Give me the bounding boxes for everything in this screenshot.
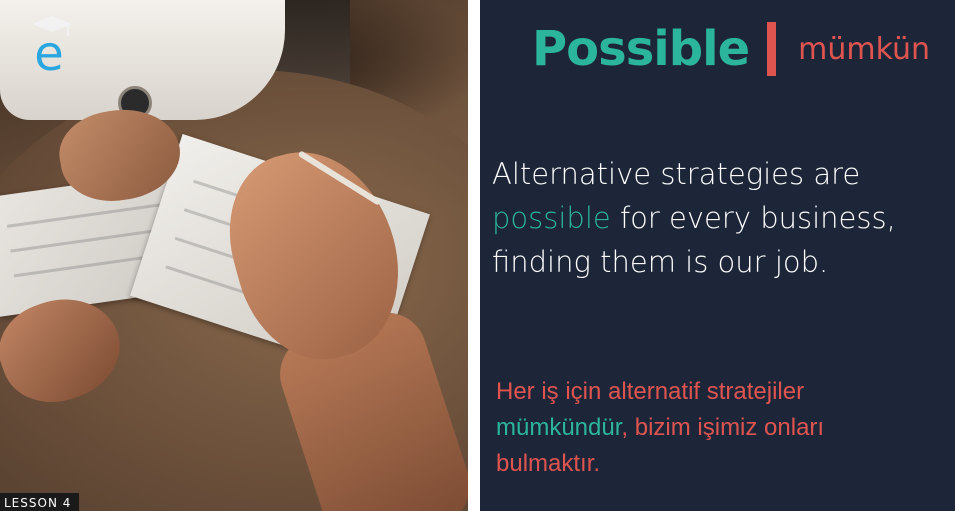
english-sentence-part2: for every business, finding them is our job. xyxy=(492,201,896,279)
brand-logo-icon xyxy=(18,14,80,76)
logo-letter: e xyxy=(34,26,64,76)
heading-separator xyxy=(767,22,776,76)
vocabulary-heading xyxy=(532,14,930,84)
vocabulary-panel xyxy=(480,0,955,511)
turkish-sentence-part1: Her iş için alternatif stratejiler xyxy=(496,378,805,405)
business-meeting-photo xyxy=(0,0,468,511)
turkish-sentence-part2: , bizim işimiz onları bulmaktır. xyxy=(496,414,825,477)
lesson-label: LESSON 4 xyxy=(0,493,79,511)
english-sentence-part1: Alternative strategies are xyxy=(492,157,861,191)
vocabulary-translation: mümkün xyxy=(798,31,931,67)
vocabulary-word: Possible xyxy=(532,21,750,77)
english-sentence-highlight: possible xyxy=(492,201,611,235)
english-example-sentence xyxy=(492,152,932,284)
turkish-example-sentence xyxy=(496,374,916,482)
panel-divider xyxy=(468,0,480,511)
turkish-sentence-highlight: mümkündür xyxy=(496,414,622,441)
